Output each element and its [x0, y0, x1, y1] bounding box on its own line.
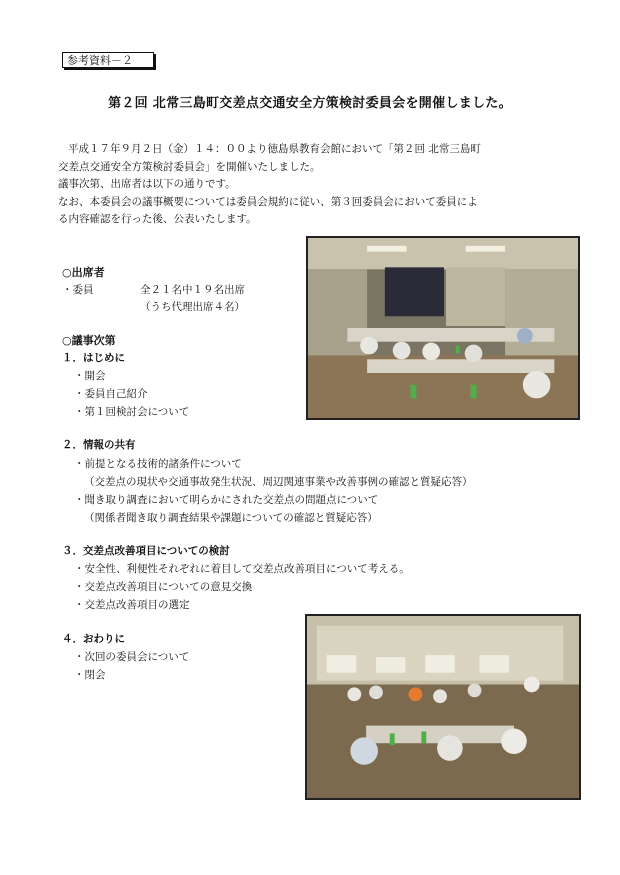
agenda-item: ・開会: [74, 370, 106, 382]
agenda-section-title: ３．交差点改善項目についての検討: [62, 545, 230, 557]
attendees-heading: ○出席者: [62, 266, 105, 279]
agenda-section-title: １．はじめに: [62, 352, 125, 364]
intro-line: 議事次第、出席者は以下の通りです。: [58, 178, 236, 190]
meeting-photo-2: [305, 614, 581, 800]
intro-line: なお、本委員会の議事概要については委員会規約に従い、第３回委員会において委員によ: [58, 195, 478, 208]
agenda-item-note: （交差点の現状や交通事故発生状況、周辺関連事業や改善事例の確認と質疑応答）: [84, 476, 473, 488]
intro-line: 平成１７年９月２日（金）１４：００より徳島県教育会館において「第２回 北常三島町: [68, 143, 481, 155]
workshop-image: [307, 616, 579, 798]
agenda-item: ・第１回検討会について: [74, 406, 190, 418]
attendee-role: ・委員: [62, 284, 94, 296]
meeting-photo-1: [306, 236, 580, 420]
attendee-proxy: （うち代理出席４名）: [140, 301, 245, 313]
intro-line: 交差点交通安全方策検討委員会」を開催いたしました。: [58, 160, 321, 173]
intro-line: る内容確認を行った後、公表いたします。: [58, 213, 257, 225]
attendee-count: 全２１名中１９名出席: [140, 284, 245, 296]
agenda-item: ・委員自己紹介: [74, 388, 148, 400]
meeting-room-image: [308, 238, 578, 418]
reference-label: 参考資料－２: [62, 52, 154, 68]
agenda-section-title: ２．情報の共有: [62, 439, 136, 451]
agenda-item: ・聞き取り調査において明らかにされた交差点の問題点について: [74, 494, 379, 506]
agenda-item: ・安全性、利便性それぞれに着目して交差点改善項目について考える。: [74, 563, 410, 575]
agenda-item: ・次回の委員会について: [74, 651, 190, 663]
agenda-item: ・閉会: [74, 669, 106, 681]
page-title: 第２回 北常三島町交差点交通安全方策検討委員会を開催しました。: [108, 96, 512, 111]
agenda-section-title: ４．おわりに: [62, 633, 125, 645]
agenda-item: ・交差点改善項目についての意見交換: [74, 581, 253, 593]
agenda-heading: ○議事次第: [62, 334, 116, 347]
intro-paragraph: [58, 141, 588, 229]
agenda-item: ・交差点改善項目の選定: [74, 599, 190, 611]
agenda-item-note: （関係者聞き取り調査結果や課題についての確認と質疑応答）: [84, 512, 378, 524]
agenda-item: ・前提となる技術的諸条件について: [74, 458, 242, 470]
